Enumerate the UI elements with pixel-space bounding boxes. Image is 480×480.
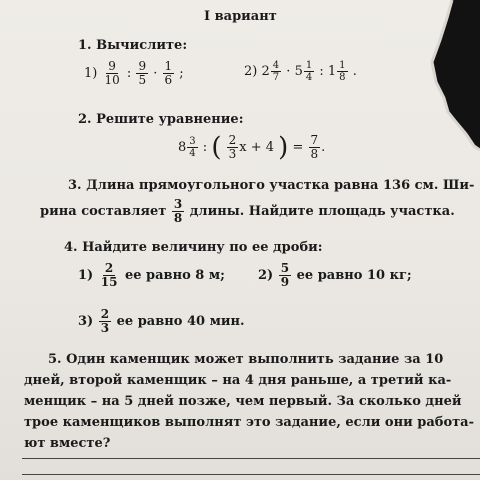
task-4-item-2: [258, 262, 412, 289]
fraction: $\frac{2}{15}$: [100, 261, 118, 289]
answer-line: [22, 458, 480, 459]
task-5-line-5: ют вместе?: [24, 436, 111, 451]
punctuation: .: [321, 140, 326, 155]
fraction: $\frac{2}{3}$: [100, 307, 110, 335]
task-3-line-1: 3. Длина прямоугольного участка равна 136 см. Ши-: [68, 178, 475, 193]
text: ее равно 40 мин.: [116, 314, 245, 329]
task-4-item-3: [78, 308, 245, 335]
fraction: $\frac{9}{5}$: [138, 59, 147, 87]
operator: :: [126, 66, 132, 81]
item-label: 2): [258, 268, 274, 283]
fraction: $\frac{7}{8}$: [310, 133, 319, 161]
item-label: 1): [78, 268, 94, 283]
fraction: $\frac{3}{8}$: [173, 197, 183, 225]
task-1-prompt: 1. Вычислите:: [78, 38, 188, 53]
task-1-item-2: [244, 60, 357, 83]
task-5-line-4: трое каменщиков выполнят это задание, если они работа-: [24, 415, 475, 430]
operator: ·: [153, 66, 158, 81]
operator: :: [319, 64, 324, 79]
task-2-equation: [178, 134, 325, 161]
mixed-number: 1 $\frac{1}{8}$: [327, 60, 346, 83]
operator: ·: [286, 64, 291, 79]
mixed-number: 5 $\frac{1}{4}$: [294, 60, 313, 83]
equals-sign: =: [292, 140, 304, 155]
task-5-line-2: дней, второй каменщик – на 4 дня раньше, а третий ка-: [24, 373, 452, 388]
punctuation: ;: [179, 66, 184, 81]
mixed-number: 2 $\frac{4}{7}$: [261, 60, 280, 83]
text: ее равно 8 м;: [124, 268, 225, 283]
task-5-line-3: менщик – на 5 дней позже, чем первый. За сколько дней: [24, 394, 462, 409]
fraction: $\frac{1}{6}$: [164, 59, 173, 87]
answer-line: [22, 474, 480, 475]
expression: x + 4: [239, 140, 275, 155]
task-2-prompt: 2. Решите уравнение:: [78, 112, 244, 127]
item-label: 2): [244, 64, 258, 79]
item-label: 3): [78, 314, 94, 329]
fraction: $\frac{9}{10}$: [104, 59, 120, 87]
fraction: $\frac{5}{9}$: [280, 261, 290, 289]
task-5-line-1: 5. Один каменщик может выполнить задание за 10: [48, 352, 444, 367]
mixed-number: 8 $\frac{3}{4}$: [178, 136, 196, 159]
left-paren: (: [211, 132, 222, 163]
text: ее равно 10 кг;: [296, 268, 412, 283]
task-3-line-2: [40, 198, 455, 225]
text: рина составляет: [40, 204, 167, 219]
right-paren: ): [278, 132, 289, 163]
task-4-prompt: 4. Найдите величину по ее дроби:: [64, 240, 323, 255]
fraction: $\frac{2}{3}$: [228, 133, 237, 161]
punctuation: .: [352, 64, 357, 79]
text: длины. Найдите площадь участка.: [189, 204, 455, 219]
task-4-item-1: [78, 262, 225, 289]
task-1-item-1: [84, 60, 184, 87]
item-label: 1): [84, 66, 98, 81]
operator: :: [202, 140, 208, 155]
variant-title: I вариант: [204, 9, 277, 24]
